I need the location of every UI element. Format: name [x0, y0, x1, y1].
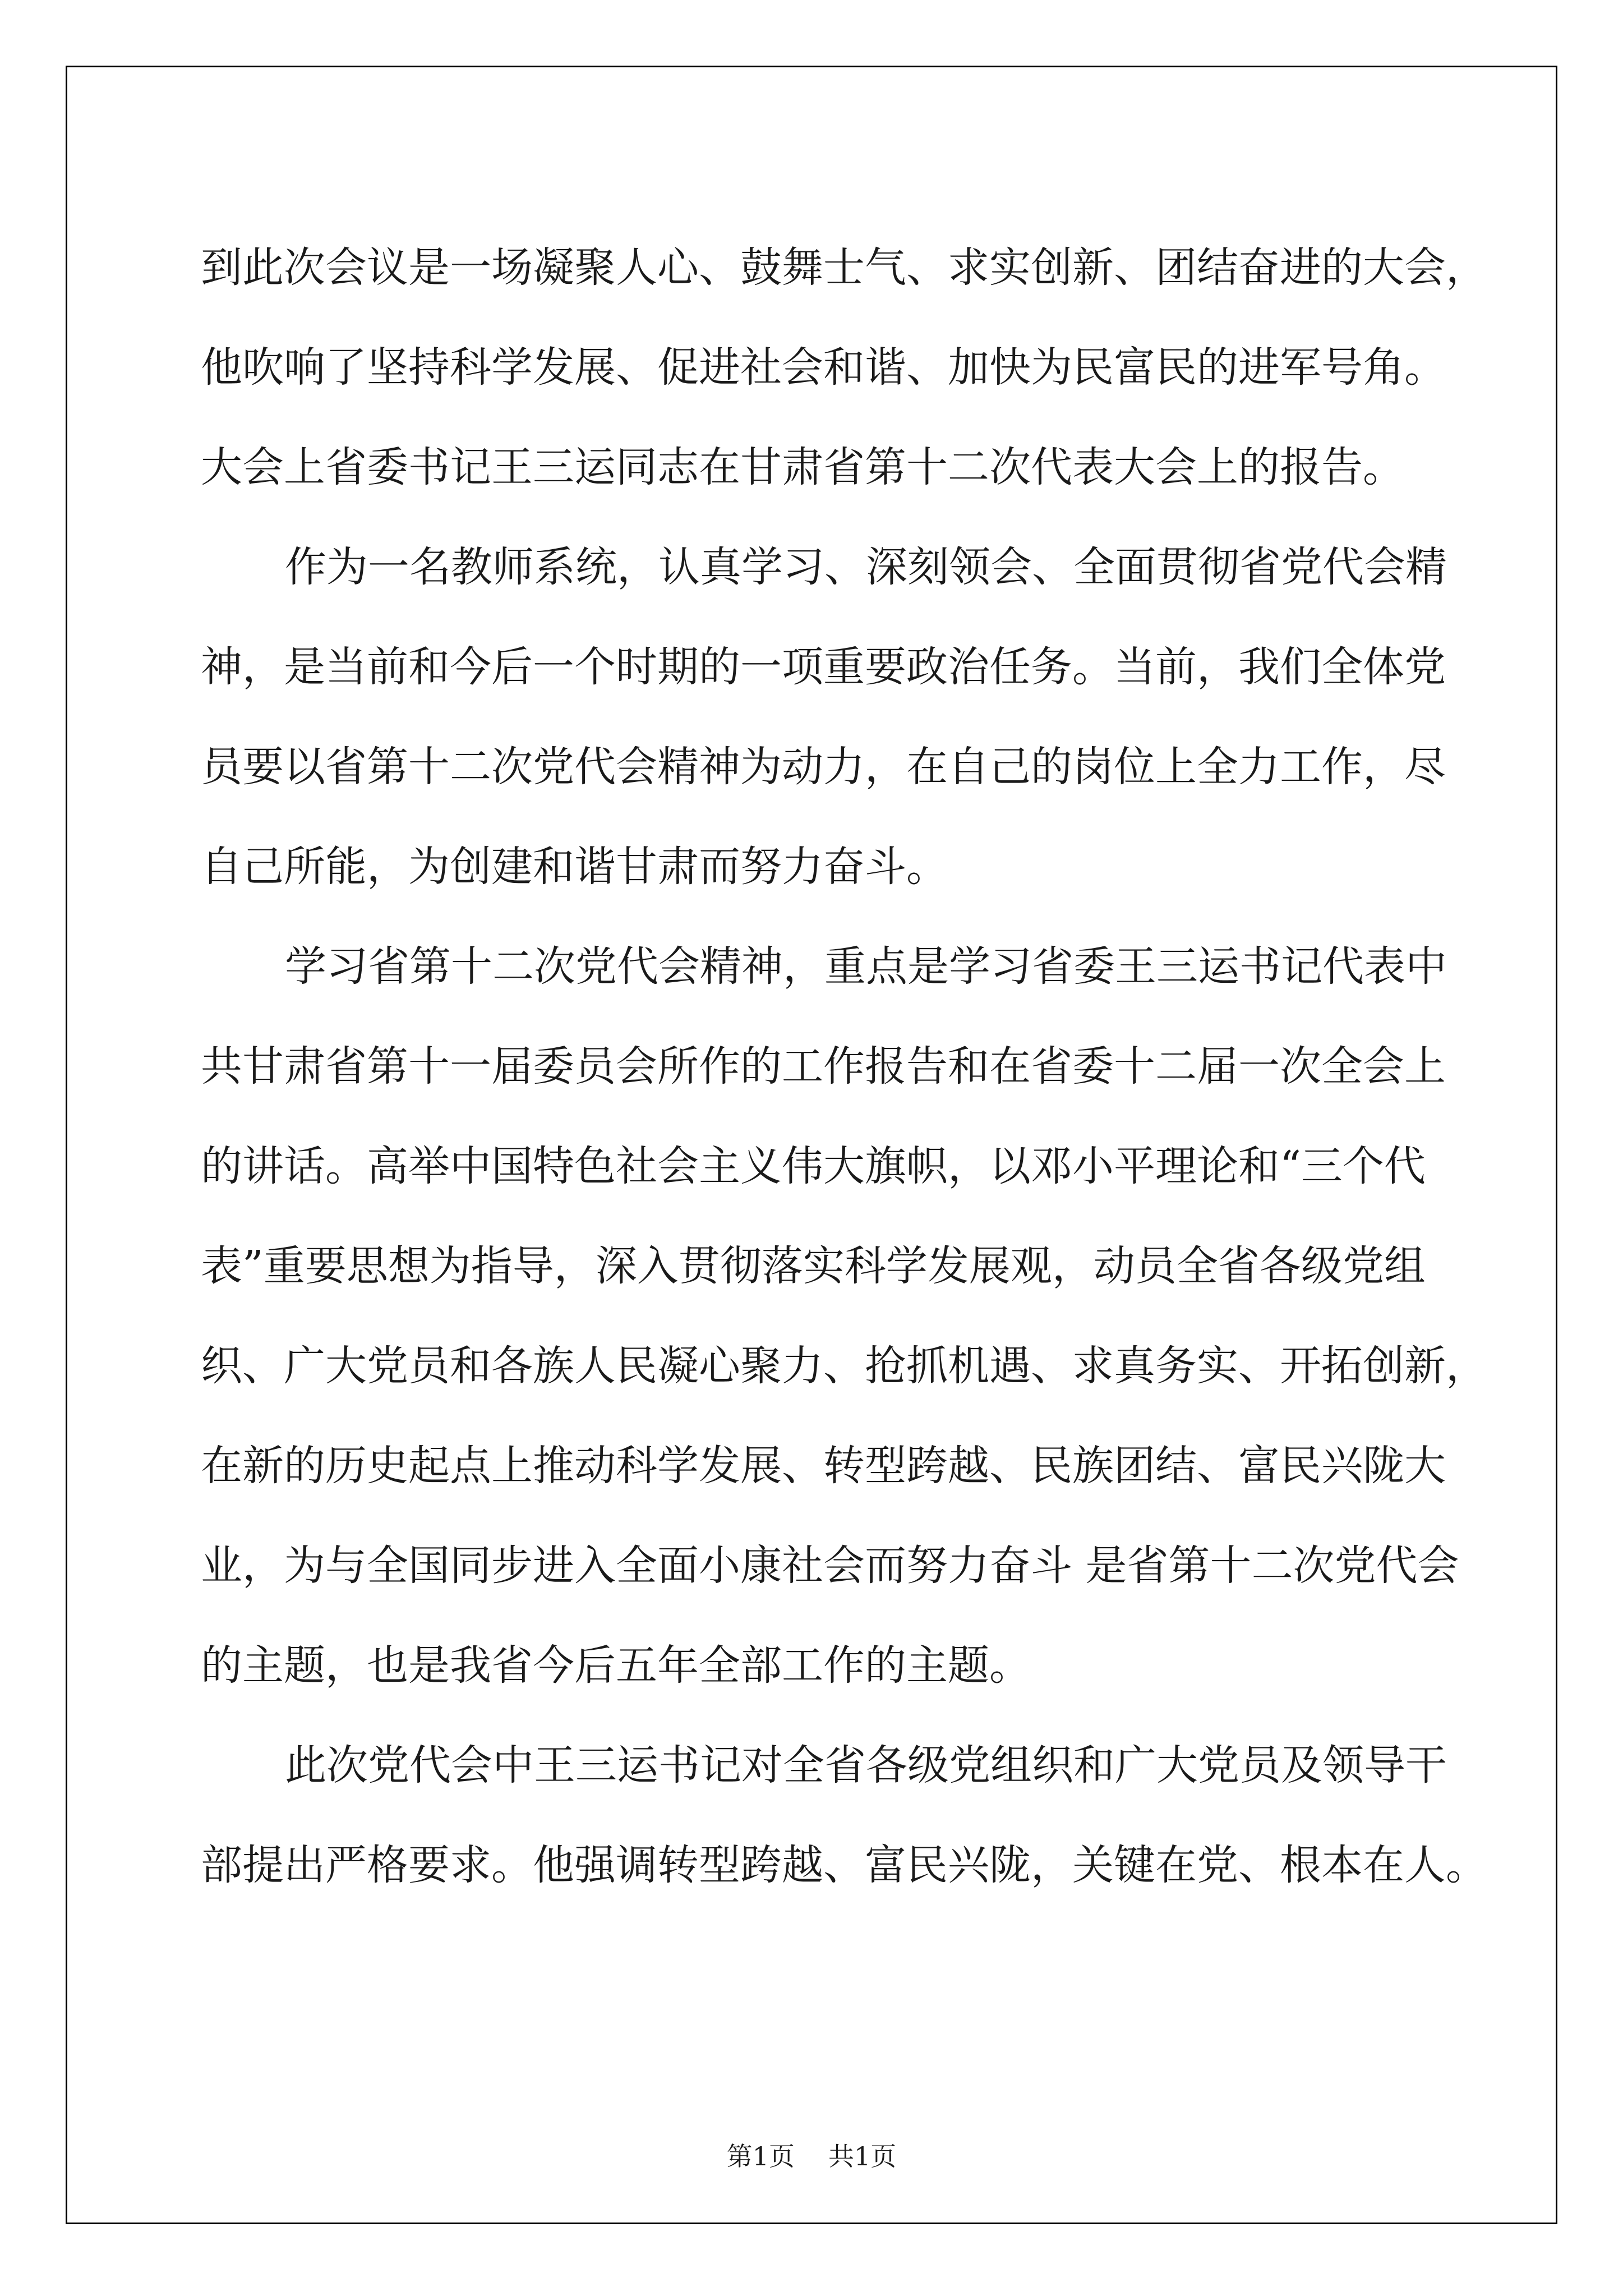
text-line: 的讲话。高举中国特色社会主义伟大旗帜，以邓小平理论和“三个代 — [201, 1142, 1426, 1190]
page-footer — [0, 2136, 1623, 2173]
text-line: 员要以省第十二次党代会精神为动力，在自己的岗位上全力工作，尽 — [201, 743, 1446, 791]
page-total: 共1页 — [828, 2141, 897, 2171]
text-line: 业，为与全国同步进入全面小康社会而努力奋斗 是省第十二次党代会 — [201, 1542, 1459, 1590]
document-body — [201, 218, 1487, 1915]
paragraph-first-line: 此次党代会中王三运书记对全省各级党组织和广大党员及领导干 — [285, 1741, 1447, 1789]
text-line: 的主题，也是我省今后五年全部工作的主题。 — [201, 1641, 1031, 1690]
text-line: 神，是当前和今后一个时期的一项重要政治任务。当前，我们全体党 — [201, 643, 1446, 691]
page-number: 第1页 — [726, 2141, 795, 2171]
text-line: 部提出严格要求。他强调转型跨越、富民兴陇，关键在党、根本在人。 — [201, 1841, 1487, 1889]
text-line: 在新的历史起点上推动科学发展、转型跨越、民族团结、富民兴陇大 — [201, 1442, 1446, 1490]
text-line: 表”重要思想为指导，深入贯彻落实科学发展观，动员全省各级党组 — [201, 1242, 1426, 1290]
paragraph-first-line: 作为一名教师系统，认真学习、深刻领会、全面贯彻省党代会精 — [285, 543, 1447, 591]
text-line: 他吹响了坚持科学发展、促进社会和谐、加快为民富民的进军号角。 — [201, 343, 1446, 392]
text-line: 大会上省委书记王三运同志在甘肃省第十二次代表大会上的报告。 — [201, 443, 1404, 491]
text-line: 织、广大党员和各族人民凝心聚力、抢抓机遇、求真务实、开拓创新， — [201, 1342, 1487, 1390]
text-line: 自己所能，为创建和谐甘肃而努力奋斗。 — [201, 843, 948, 891]
text-line: 到此次会议是一场凝聚人心、鼓舞士气、求实创新、团结奋进的大会， — [201, 243, 1487, 292]
text-line: 共甘肃省第十一届委员会所作的工作报告和在省委十二届一次全会上 — [201, 1042, 1446, 1091]
paragraph-first-line: 学习省第十二次党代会精神，重点是学习省委王三运书记代表中 — [285, 942, 1447, 991]
